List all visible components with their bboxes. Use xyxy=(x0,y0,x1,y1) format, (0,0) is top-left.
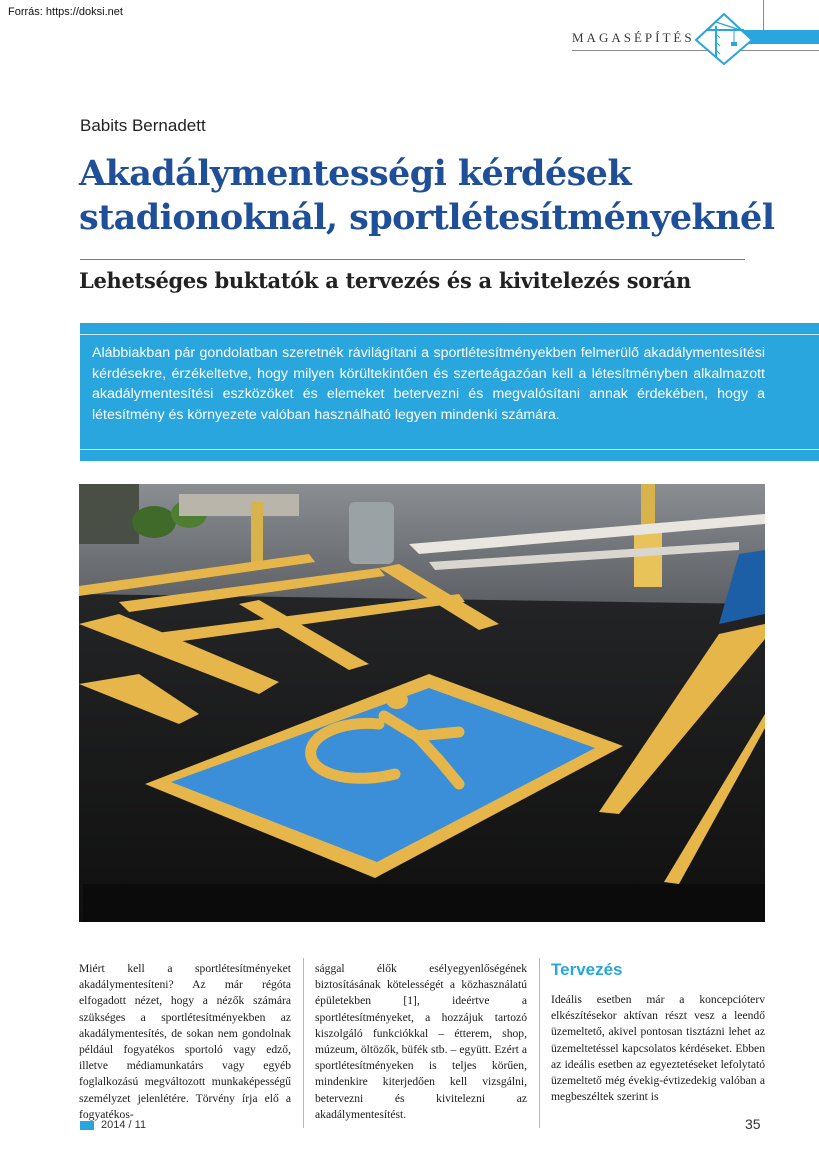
lead-paragraph: Alábbiakban pár gondolatban szeretnék rávilágítani a sportlétesítményekben felmerülő akadálymentesítési kérdésekre, érzékeltetve, hogy milyen körültekintően és szerteágazóan kell a létesítményben alkalmazott akadálymentesítési eszközöket és elemeket betervezni és megvalósítani annak érdekében, hogy a létesítmény és környezete valóban használható legyen mindenki számára. xyxy=(92,345,765,423)
body-column-2 xyxy=(315,961,527,1123)
header-divider xyxy=(763,0,764,30)
body-paragraph: Ideális esetben már a koncepcióterv elkészítésekor aktívan részt vesz a leendő üzemeltető, akivel pontosan tisztázni lehet az üzemeltetéssel kapcsolatos kérdéseket. Ebben az ideális esetben az egyeztetéseket lefolytató üzemeltető még évekig-évtizedekig valóban a megbeszéltek szerint is xyxy=(551,993,765,1104)
title-divider xyxy=(80,259,745,260)
article-title: Akadálymentességi kérdések stadionoknál, sportlétesítményeknél xyxy=(79,153,775,238)
body-paragraph: Miért kell a sportlétesítményeket akadálymentesíteni? Az már régóta elfogadott nézet, hogy a nézők számára szükséges a sportlétesítményekben az akadálymentesítés, de sokan nem gondolnak például fogyatékos sportoló vagy edző, illetve médiamunkatárs vagy egyéb foglalkozású megváltozott munkaképességű személyzet jelenlétére. Törvény írja elő a fogyatékos- xyxy=(79,962,291,1121)
section-heading: Tervezés xyxy=(551,960,623,979)
issue-number: 2014 / 11 xyxy=(101,1119,147,1131)
body-paragraph: sággal élők esélyegyenlőségének biztosításának kötelességét a közhasználatú épületekben [1], ideértve a sportlétesítményeket, a hozzájuk tartozó kiszolgáló funkciókkal – étterem, shop, múzeum, öltözők, büfék stb. – együtt. Ezért a sportlétesítményeken is teljes körűen, mindenkire kiterjedően kell vizsgálni, betervezni és kivitelezni az akadálymentesítést. xyxy=(315,962,527,1121)
section-label: MAGASÉPÍTÉS xyxy=(572,30,695,45)
body-column-3 xyxy=(551,992,765,1105)
column-separator xyxy=(539,958,540,1128)
article-author: Babits Bernadett xyxy=(80,116,206,135)
column-separator xyxy=(303,958,304,1128)
lead-box xyxy=(80,323,819,461)
accessible-parking-photo xyxy=(79,484,765,922)
lead-rule-bottom xyxy=(80,449,819,450)
footer-accent-mark xyxy=(80,1121,94,1130)
article-subtitle: Lehetséges buktatók a tervezés és a kivitelezés során xyxy=(79,268,692,293)
page-number: 35 xyxy=(745,1116,761,1132)
source-label: Forrás: https://doksi.net xyxy=(0,0,131,22)
tower-crane-icon xyxy=(694,12,754,66)
lead-rule-top xyxy=(80,334,819,335)
body-column-1 xyxy=(79,961,291,1123)
